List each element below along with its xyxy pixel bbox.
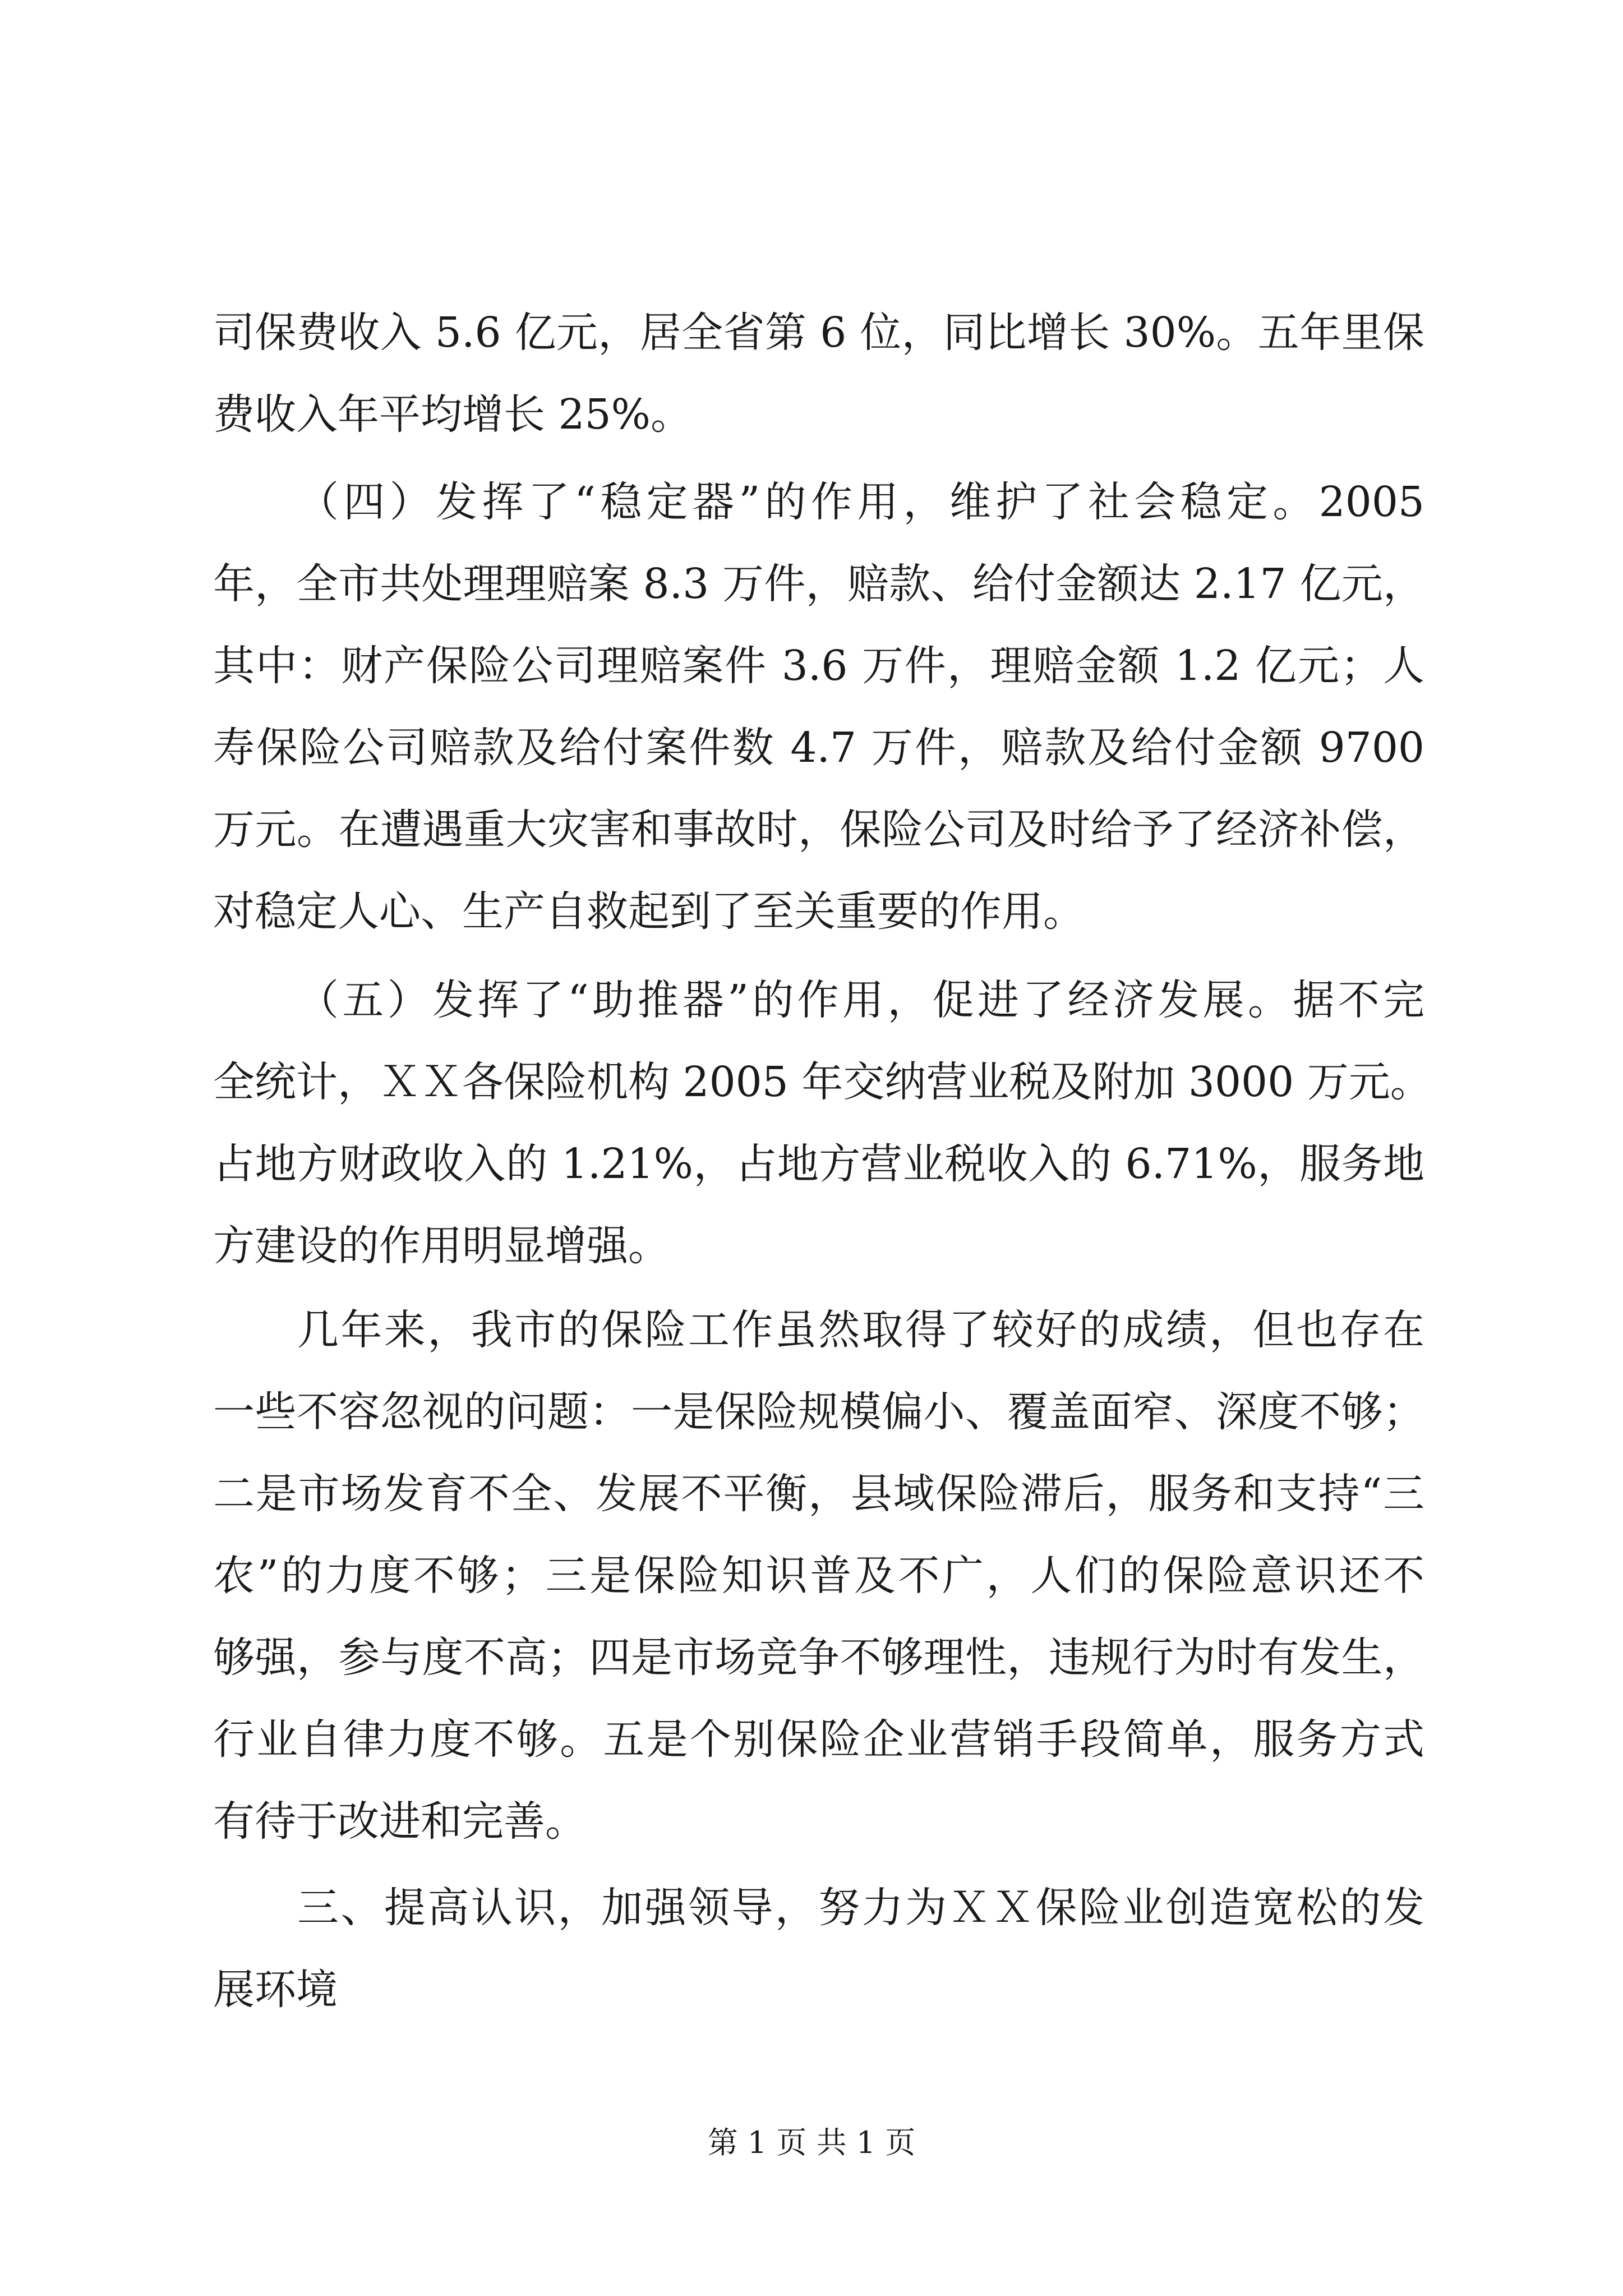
page-footer: 第 1 页 共 1 页 bbox=[707, 2125, 916, 2160]
paragraph-line: 费收入年平均增长 25%。 bbox=[213, 390, 692, 439]
paragraph-line: 够强，参与度不高；四是市场竞争不够理性，违规行为时有发生， bbox=[213, 1634, 1424, 1682]
paragraph-line: 万元。在遭遇重大灾害和事故时，保险公司及时给予了经济补偿， bbox=[213, 806, 1424, 854]
paragraph-line: 寿保险公司赔款及给付案件数 4.7 万件，赔款及给付金额 9700 bbox=[213, 724, 1424, 772]
paragraph-line: 农”的力度不够；三是保险知识普及不广，人们的保险意识还不 bbox=[213, 1552, 1424, 1600]
section-heading-line: 展环境 bbox=[213, 1966, 338, 2014]
paragraph-line: 几年来，我市的保险工作虽然取得了较好的成绩，但也存在 bbox=[297, 1306, 1424, 1354]
paragraph-line: 一些不容忽视的问题：一是保险规模偏小、覆盖面窄、深度不够； bbox=[213, 1388, 1424, 1436]
paragraph-line: （四）发挥了“稳定器”的作用，维护了社会稳定。2005 bbox=[297, 478, 1424, 526]
paragraph-line: 对稳定人心、生产自救起到了至关重要的作用。 bbox=[213, 887, 1085, 936]
paragraph-line: 全统计，ＸＸ各保险机构 2005 年交纳营业税及附加 3000 万元。 bbox=[213, 1058, 1432, 1106]
paragraph-line: 占地方财政收入的 1.21%，占地方营业税收入的 6.71%，服务地 bbox=[213, 1140, 1424, 1188]
paragraph-line: 有待于改进和完善。 bbox=[213, 1797, 587, 1846]
paragraph-line: 方建设的作用明显增强。 bbox=[213, 1222, 670, 1270]
paragraph-line: 其中：财产保险公司理赔案件 3.6 万件，理赔金额 1.2 亿元；人 bbox=[213, 642, 1424, 690]
paragraph-line: 行业自律力度不够。五是个别保险企业营销手段简单，服务方式 bbox=[213, 1715, 1424, 1764]
paragraph-line: 年，全市共处理理赔案 8.3 万件，赔款、给付金额达 2.17 亿元， bbox=[213, 560, 1424, 608]
paragraph-line: （五）发挥了“助推器”的作用，促进了经济发展。据不完 bbox=[297, 976, 1424, 1024]
section-heading-line: 三、提高认识，加强领导，努力为ＸＸ保险业创造宽松的发 bbox=[297, 1884, 1424, 1932]
paragraph-line: 司保费收入 5.6 亿元，居全省第 6 位，同比增长 30%。五年里保 bbox=[213, 309, 1424, 357]
paragraph-line: 二是市场发育不全、发展不平衡，县域保险滞后，服务和支持“三 bbox=[213, 1470, 1424, 1518]
